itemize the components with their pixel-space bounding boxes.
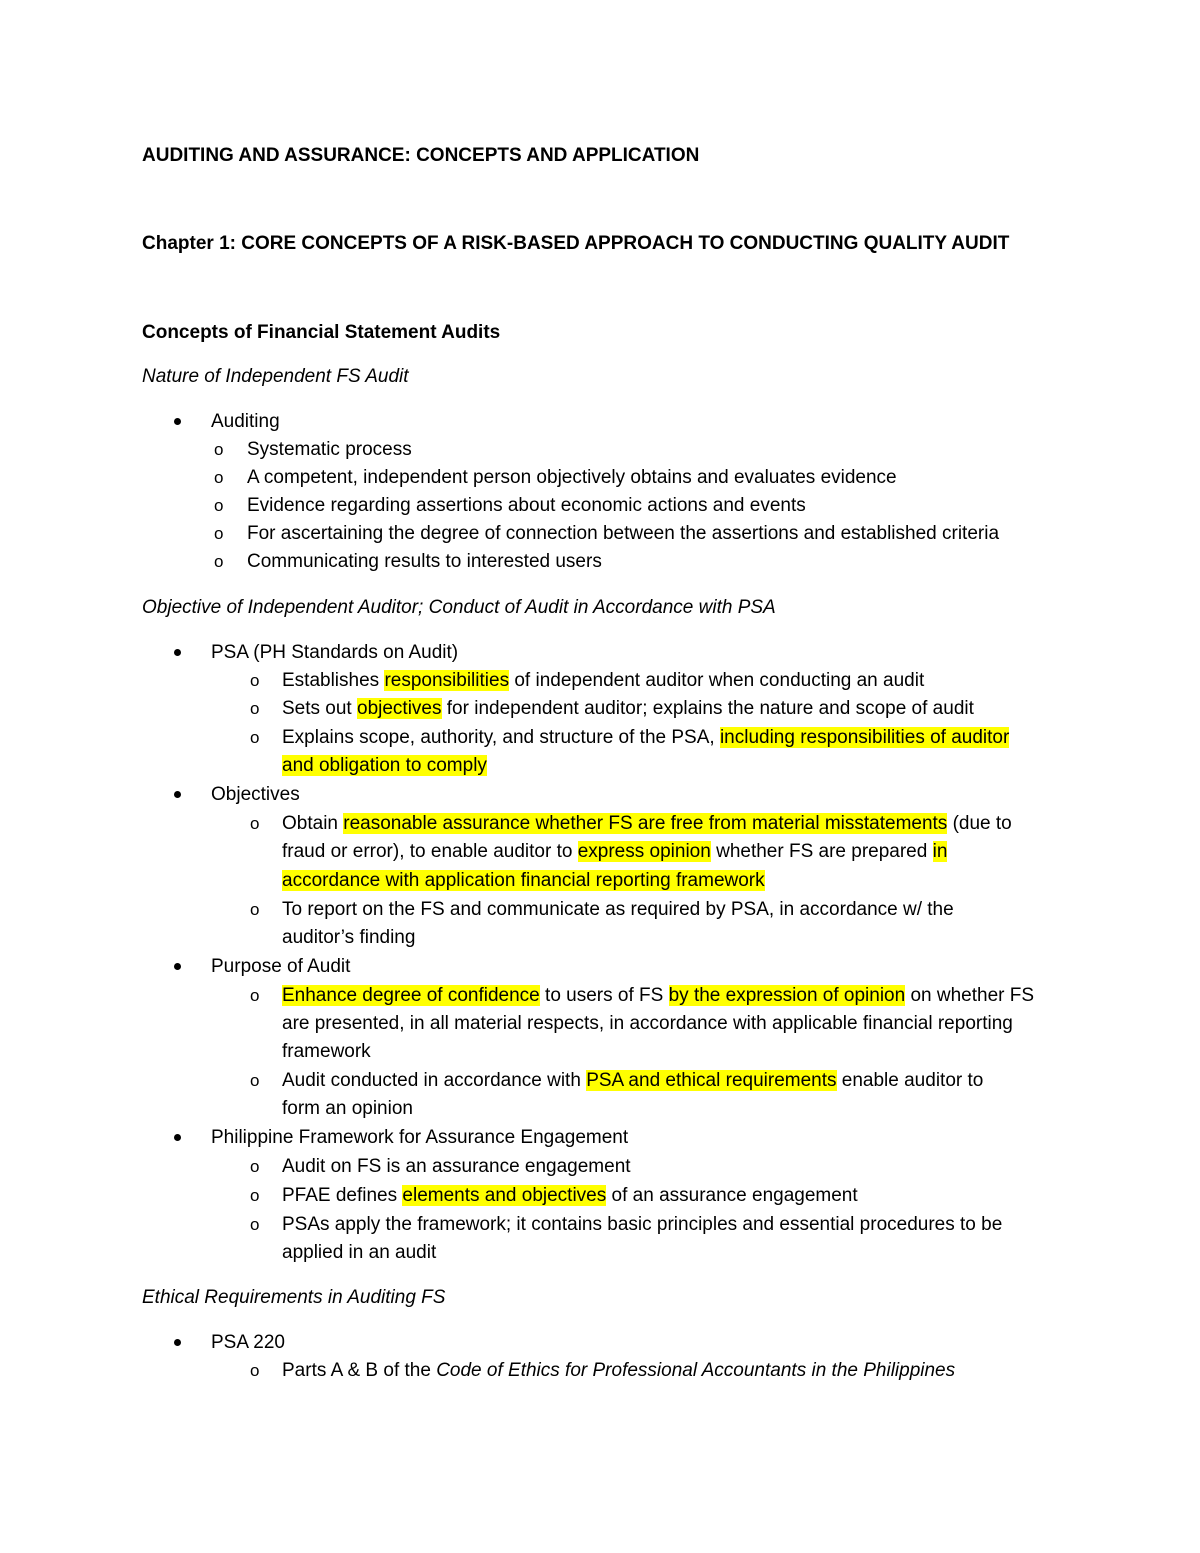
highlight: Enhance degree of confidence bbox=[282, 985, 540, 1006]
list-item: PSA (PH Standards on Audit) bbox=[211, 642, 459, 663]
list-item-continuation: are presented, in all material respects, in accordance with applicable financial reporting bbox=[282, 1013, 1013, 1034]
circle-bullet-icon: o bbox=[250, 728, 260, 747]
circle-bullet-icon: o bbox=[214, 468, 224, 487]
doc-title: AUDITING AND ASSURANCE: CONCEPTS AND APPLICATION bbox=[142, 145, 700, 166]
bullet-icon bbox=[174, 1339, 181, 1346]
list-item: Audit conducted in accordance with PSA and ethical requirements enable auditor to bbox=[282, 1070, 984, 1091]
list-item-continuation bbox=[282, 752, 487, 780]
chapter-heading: Chapter 1: CORE CONCEPTS OF A RISK-BASED APPROACH TO CONDUCTING QUALITY AUDIT bbox=[142, 233, 1010, 254]
bullet-icon bbox=[174, 649, 181, 656]
bullet-icon bbox=[174, 1134, 181, 1141]
circle-bullet-icon: o bbox=[250, 671, 260, 690]
circle-bullet-icon: o bbox=[250, 1157, 260, 1176]
section-heading: Concepts of Financial Statement Audits bbox=[142, 322, 501, 343]
circle-bullet-icon: o bbox=[214, 524, 224, 543]
circle-bullet-icon: o bbox=[250, 900, 260, 919]
highlight: objectives bbox=[357, 698, 442, 719]
list-item: Audit on FS is an assurance engagement bbox=[282, 1156, 631, 1177]
list-item: Sets out objectives for independent auditor; explains the nature and scope of audit bbox=[282, 698, 974, 719]
list-item-continuation: framework bbox=[282, 1041, 371, 1062]
circle-bullet-icon: o bbox=[214, 440, 224, 459]
list-item: A competent, independent person objectively obtains and evaluates evidence bbox=[247, 467, 897, 488]
circle-bullet-icon: o bbox=[250, 814, 260, 833]
highlight: including responsibilities of auditor bbox=[719, 727, 1010, 748]
circle-bullet-icon: o bbox=[250, 986, 260, 1005]
highlight: and obligation to comply bbox=[282, 755, 487, 776]
subsection-heading: Objective of Independent Auditor; Conduct of Audit in Accordance with PSA bbox=[142, 597, 776, 618]
list-item-continuation: fraud or error), to enable auditor to express opinion whether FS are prepared in bbox=[282, 841, 948, 862]
list-item: Purpose of Audit bbox=[211, 956, 351, 977]
highlight: PSA and ethical requirements bbox=[586, 1070, 837, 1091]
highlight: accordance with application financial reporting framework bbox=[282, 870, 765, 891]
list-item: Enhance degree of confidence to users of FS by the expression of opinion on whether FS bbox=[282, 985, 1035, 1006]
highlight: by the expression of opinion bbox=[668, 985, 906, 1006]
list-item: Establishes responsibilities of independent auditor when conducting an audit bbox=[282, 670, 925, 691]
bullet-icon bbox=[174, 963, 181, 970]
list-item: Evidence regarding assertions about economic actions and events bbox=[247, 495, 806, 516]
bullet-icon bbox=[174, 418, 181, 425]
list-item: Explains scope, authority, and structure of the PSA, including responsibilities of auditor bbox=[282, 727, 1010, 748]
subsection-heading: Nature of Independent FS Audit bbox=[142, 366, 409, 387]
list-item: PSAs apply the framework; it contains basic principles and essential procedures to be bbox=[282, 1214, 1003, 1235]
highlight: responsibilities bbox=[384, 670, 510, 691]
list-item-continuation: applied in an audit bbox=[282, 1242, 437, 1263]
list-item: Objectives bbox=[211, 784, 300, 805]
list-item: Philippine Framework for Assurance Engagement bbox=[211, 1127, 629, 1148]
list-item: Systematic process bbox=[247, 439, 412, 460]
bullet-icon bbox=[174, 791, 181, 798]
list-item: PSA 220 bbox=[211, 1332, 285, 1353]
highlight: elements and objectives bbox=[402, 1185, 607, 1206]
circle-bullet-icon: o bbox=[250, 1215, 260, 1234]
list-item: Auditing bbox=[211, 411, 280, 432]
list-item: For ascertaining the degree of connection between the assertions and established criteria bbox=[247, 523, 1000, 544]
list-item-continuation: auditor’s finding bbox=[282, 927, 416, 948]
highlight: reasonable assurance whether FS are free from material misstatements bbox=[343, 813, 948, 834]
circle-bullet-icon: o bbox=[250, 1186, 260, 1205]
subsection-heading: Ethical Requirements in Auditing FS bbox=[142, 1287, 446, 1308]
list-item: To report on the FS and communicate as required by PSA, in accordance w/ the bbox=[282, 899, 954, 920]
list-item: PFAE defines elements and objectives of an assurance engagement bbox=[282, 1185, 858, 1206]
highlight: express opinion bbox=[577, 841, 711, 862]
list-item-continuation bbox=[282, 867, 765, 895]
list-item: Parts A & B of the Code of Ethics for Professional Accountants in the Philippines bbox=[282, 1360, 956, 1381]
list-item-continuation: form an opinion bbox=[282, 1098, 413, 1119]
circle-bullet-icon: o bbox=[250, 1071, 260, 1090]
circle-bullet-icon: o bbox=[250, 1361, 260, 1380]
circle-bullet-icon: o bbox=[214, 552, 224, 571]
circle-bullet-icon: o bbox=[250, 699, 260, 718]
highlight: in bbox=[932, 841, 948, 862]
circle-bullet-icon: o bbox=[214, 496, 224, 515]
list-item: Obtain reasonable assurance whether FS are free from material misstatements (due to bbox=[282, 813, 1012, 834]
list-item: Communicating results to interested users bbox=[247, 551, 602, 572]
